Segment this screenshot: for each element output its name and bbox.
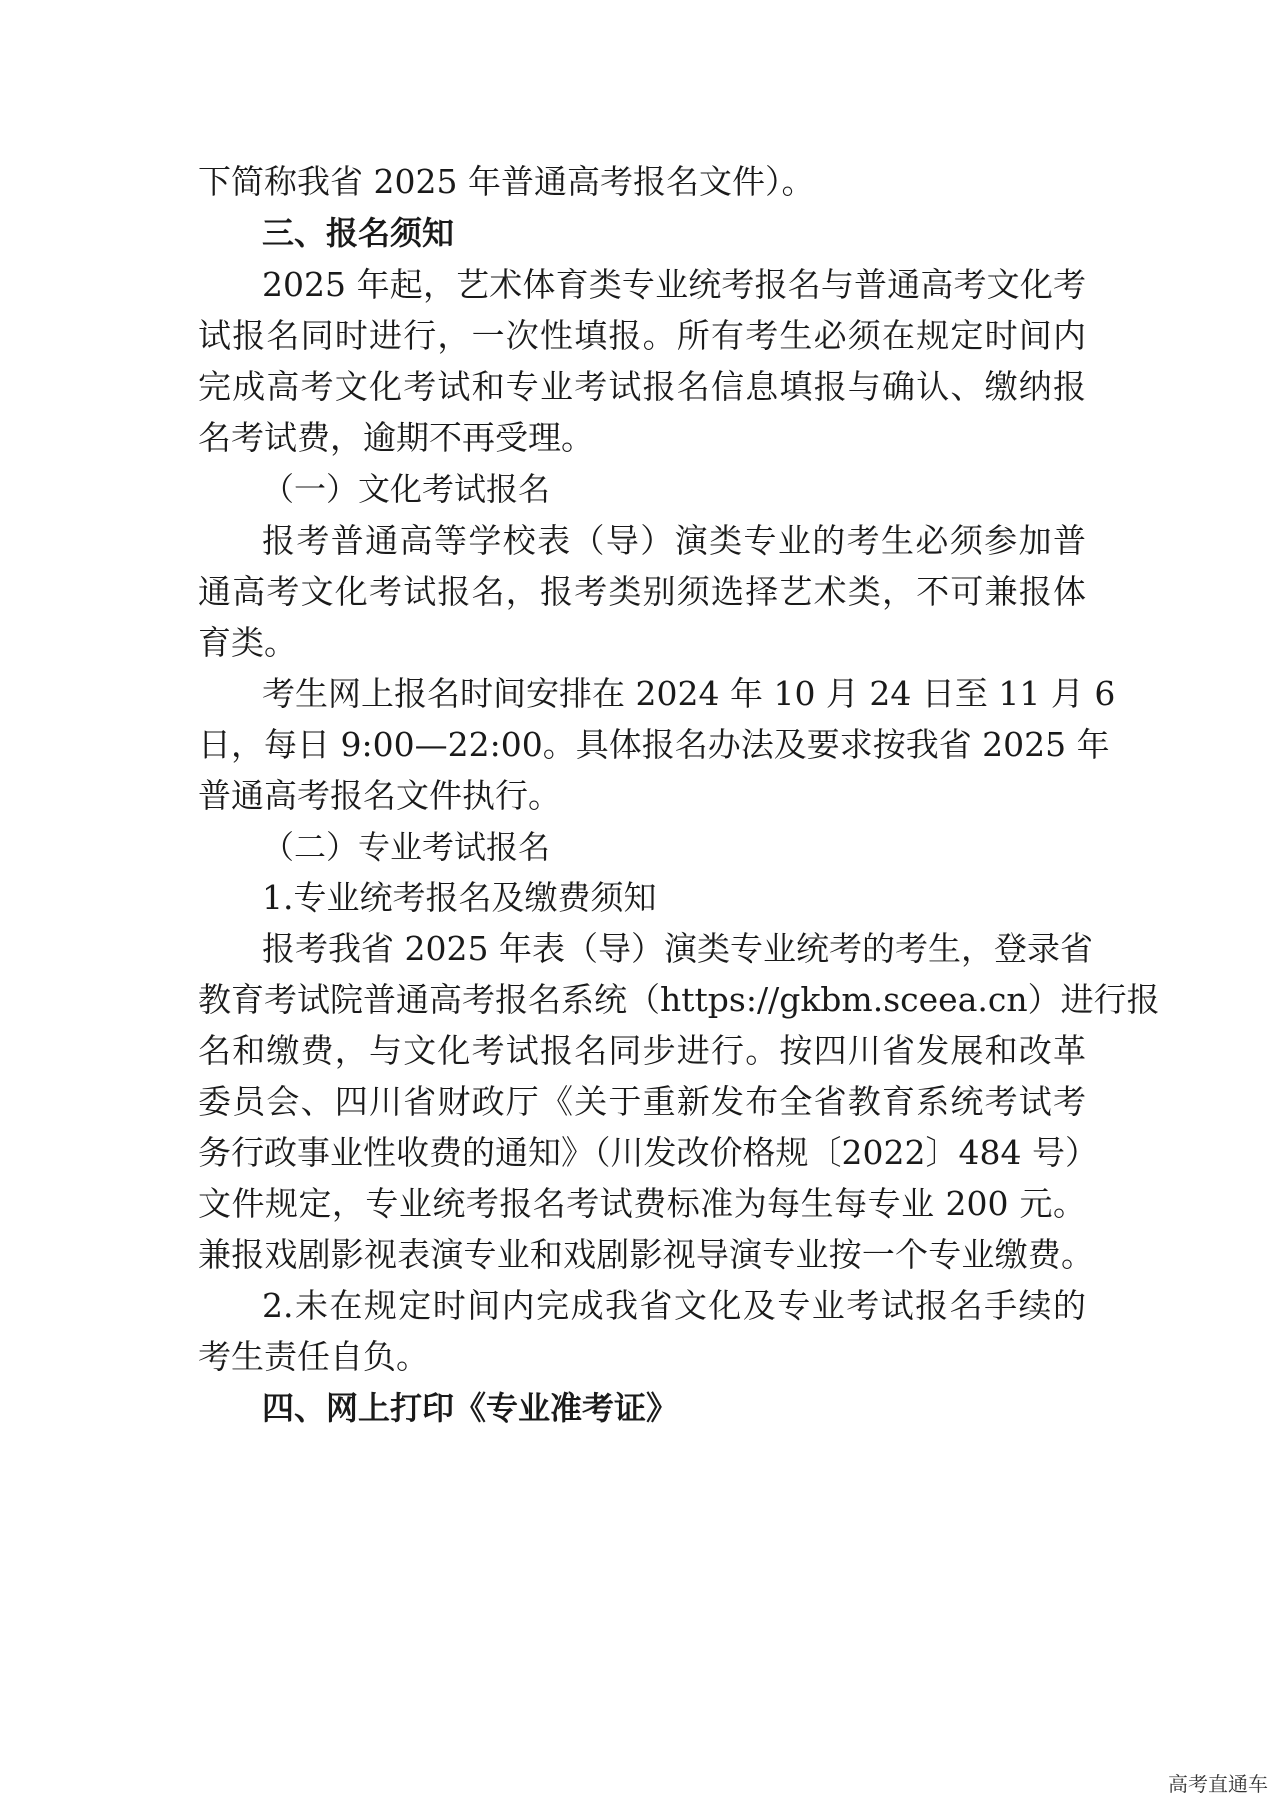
paragraph-line: 委员会、四川省财政厅《关于重新发布全省教育系统考试考 [198, 1082, 1086, 1121]
paragraph-line: 2.未在规定时间内完成我省文化及专业考试报名手续的 [262, 1286, 1086, 1325]
subsection-heading-culture-exam: （一）文化考试报名 [262, 470, 551, 508]
watermark-text: 高考直通车 [1168, 1772, 1268, 1796]
paragraph-line: 试报名同时进行，一次性填报。所有考生必须在规定时间内 [198, 316, 1086, 355]
item-heading-fee-notice: 1.专业统考报名及缴费须知 [262, 878, 657, 917]
paragraph-line: 完成高考文化考试和专业考试报名信息填报与确认、缴纳报 [198, 367, 1086, 406]
paragraph-line: 名和缴费，与文化考试报名同步进行。按四川省发展和改革 [198, 1031, 1086, 1070]
paragraph-line: 考生责任自负。 [198, 1337, 429, 1376]
paragraph-line: 普通高考报名文件执行。 [198, 776, 561, 815]
paragraph-line: 务行政事业性收费的通知》（川发改价格规〔2022〕484 号） [198, 1133, 1098, 1172]
paragraph-line: 名考试费，逾期不再受理。 [198, 418, 594, 457]
section-heading-registration-notice: 三、报名须知 [262, 214, 455, 252]
paragraph-line: 报考普通高等学校表（导）演类专业的考生必须参加普 [262, 521, 1086, 560]
paragraph-line: 通高考文化考试报名，报考类别须选择艺术类，不可兼报体 [198, 572, 1086, 611]
subsection-heading-professional-exam: （二）专业考试报名 [262, 828, 551, 866]
section-heading-print-admission-ticket: 四、网上打印《专业准考证》 [262, 1389, 679, 1427]
paragraph-line: 考生网上报名时间安排在 2024 年 10 月 24 日至 11 月 6 [262, 674, 1116, 713]
paragraph-line: 教育考试院普通高考报名系统（https://gkbm.sceea.cn）进行报 [198, 980, 1160, 1019]
paragraph-line: 2025 年起，艺术体育类专业统考报名与普通高考文化考 [262, 265, 1086, 304]
paragraph-line: 文件规定，专业统考报名考试费标准为每生每专业 200 元。 [198, 1184, 1086, 1223]
paragraph-line: 报考我省 2025 年表（导）演类专业统考的考生，登录省 [262, 929, 1093, 968]
paragraph-line: 兼报戏剧影视表演专业和戏剧影视导演专业按一个专业缴费。 [198, 1235, 1094, 1274]
paragraph-line: 育类。 [198, 623, 297, 662]
paragraph-line: 日，每日 9:00—22:00。具体报名办法及要求按我省 2025 年 [198, 725, 1110, 764]
paragraph-line: 下简称我省 2025 年普通高考报名文件）。 [198, 162, 815, 201]
